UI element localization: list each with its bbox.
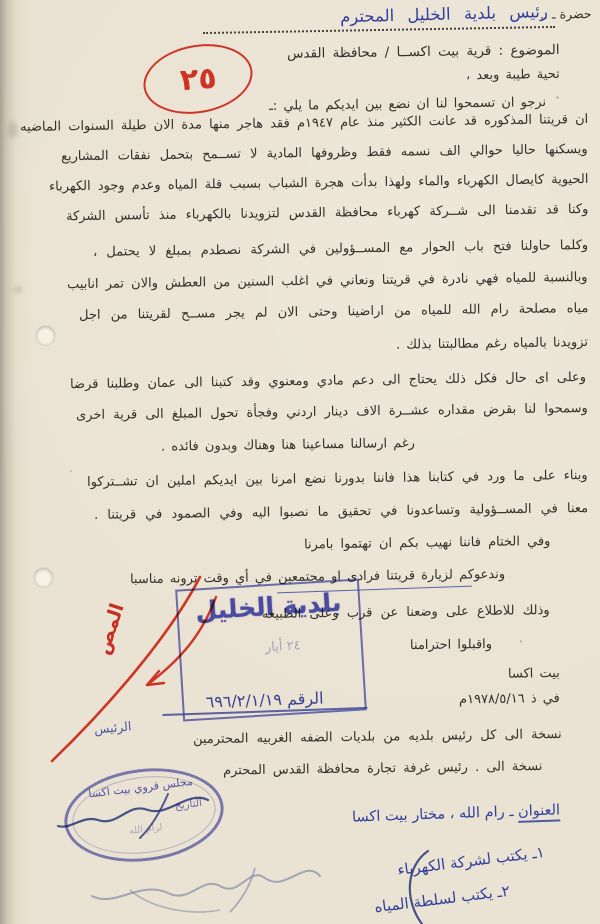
- stamp-ref-number-handwritten: الرقم ٦٩٦/٢/١/١٩: [162, 687, 368, 716]
- cc-line: نسخة الى كل رئيس بلديه من بلديات الضفه الغربيه المحترمين: [193, 727, 563, 748]
- red-circled-ref-number: [138, 36, 258, 122]
- stamp-date-label: التاريخ: [174, 796, 203, 813]
- body-line: وبالنسبة للمياه فهي نادرة في قريتنا ونعاني في اغلب السنين من العطش والان تمر انابيب: [67, 270, 589, 293]
- body-line: وسمحوا لنا بقرض مقداره عشــرة الاف دينار اردني وفجأة تحول المبلغ الى قرية اخرى: [76, 401, 589, 424]
- red-marginal-word: المص: [91, 600, 129, 658]
- paper-smudge: [8, 122, 18, 138]
- body-line: وكنا قد تقدمنا الى شــركة كهرباء محافظة القدس لتزويدنا بالكهرباء منذ تأسس الشركة: [65, 202, 589, 225]
- hebron-municipality-stamp: [175, 579, 367, 722]
- memo-line-water: ٢ـ يكتب لسلطة المياه: [373, 881, 511, 917]
- stamp-faint-line: لرام الله: [128, 821, 164, 837]
- dotted-fill-line: [203, 24, 555, 34]
- body-line: معنا في المســؤولية وتساعدونا في تحقيق ما نصبوا اليه وفي الصمود في قريتنا .: [93, 501, 589, 523]
- body-line: وفي الختام فاننا نهيب بكم ان تهتموا بامرنا: [303, 534, 551, 553]
- subject-line: الموضوع : قرية بيت اكســا / محافظة القدس: [287, 42, 561, 62]
- memo-line-electricity: ١ـ يكتب لشركة الكهرباء: [396, 843, 546, 879]
- body-line: ان قريتنا المذكوره قد عانت الكثير منذ عام ١٩٤٧م فقد هاجر منها مدة الان طيلة السنوات الماضيه: [19, 112, 589, 135]
- recipient-name-handwritten: رئيس بلدية الخليل المحترم: [340, 2, 549, 27]
- address-value: ـ رام الله ، مختار بيت اكسا: [351, 804, 514, 826]
- recipient-prefix: حضرة ـ ..: [540, 6, 593, 22]
- body-line: وندعوكم لزيارة قريتنا فرادى او مجتمعين في أي وقت ترونه مناسبا: [129, 567, 506, 588]
- intro-line: نرجو ان تسمحوا لنا ان نضع بين ايديكم ما يلي :ـ: [268, 95, 547, 114]
- cc-line: نسخة الى . رئيس غرفة تجارة محافظة القدس المحترم: [222, 759, 543, 779]
- president-note-handwritten: الرئيس: [93, 718, 132, 737]
- body-line: تزويدنا بالمياه رغم مطالبتنا بذلك .: [395, 335, 589, 353]
- body-line: مياه مصلحة رام الله للمياه من اراضينا وحتى الان لم يجر مســح لقريتنا من اجل: [78, 301, 589, 324]
- greeting-line: تحية طيبة وبعد ،: [466, 67, 561, 84]
- stamp-title: مجلس قروي بيت اكسا: [87, 774, 194, 801]
- address-label: العنوان: [518, 802, 561, 822]
- stamp-title: بلدية الخليل: [194, 587, 343, 626]
- body-line: الحيوية كايصال الكهرباء والماء ولهذا بدأت هجرة الشباب بسبب قلة المياه وعدم وجود الكهرباء: [48, 172, 589, 195]
- body-line: وذلك للاطلاع على وضعنا عن قرب وعلى الطبيعه: [262, 603, 551, 623]
- paper-fleck: [70, 470, 72, 472]
- body-line: وعلى اى حال فكل ذلك يحتاج الى دعم مادي ومعنوي وقد كتبنا الى عمان وطلبنا قرضا: [69, 370, 587, 393]
- paper-fleck: [556, 96, 559, 99]
- place-line: بيت اكسا: [508, 666, 561, 682]
- closing-salutation: واقبلوا احترامنا: [409, 637, 493, 654]
- paper-fleck: [520, 640, 522, 643]
- date-line: في ذ ١٩٧٨/٥/١٦م: [459, 691, 561, 708]
- body-line: وكلما حاولنا فتح باب الحوار مع المســؤولين في الشركة نصطدم بمبلغ لا يحتمل ،: [92, 238, 589, 260]
- stamp-date: ٢٤ أيار: [264, 638, 302, 656]
- paper-smudge: [14, 286, 22, 293]
- punch-hole-top: [36, 326, 55, 345]
- body-line: ويسكنها حاليا حوالي الف نسمه فقط وظروفها المادية لا تســمح بتحمل نفقات المشاريع: [61, 142, 589, 165]
- address-note-handwritten: [352, 802, 561, 825]
- ref-number-text: ٢٥: [178, 60, 218, 98]
- body-line: رغم ارسالنا مساعينا هنا وهناك وبدون فائده .: [161, 436, 416, 455]
- body-line: وبناء على ما ورد في كتابنا هذا فاننا بدورنا نضع امرنا بين ايديكم املين ان تشــتركوا: [87, 468, 589, 490]
